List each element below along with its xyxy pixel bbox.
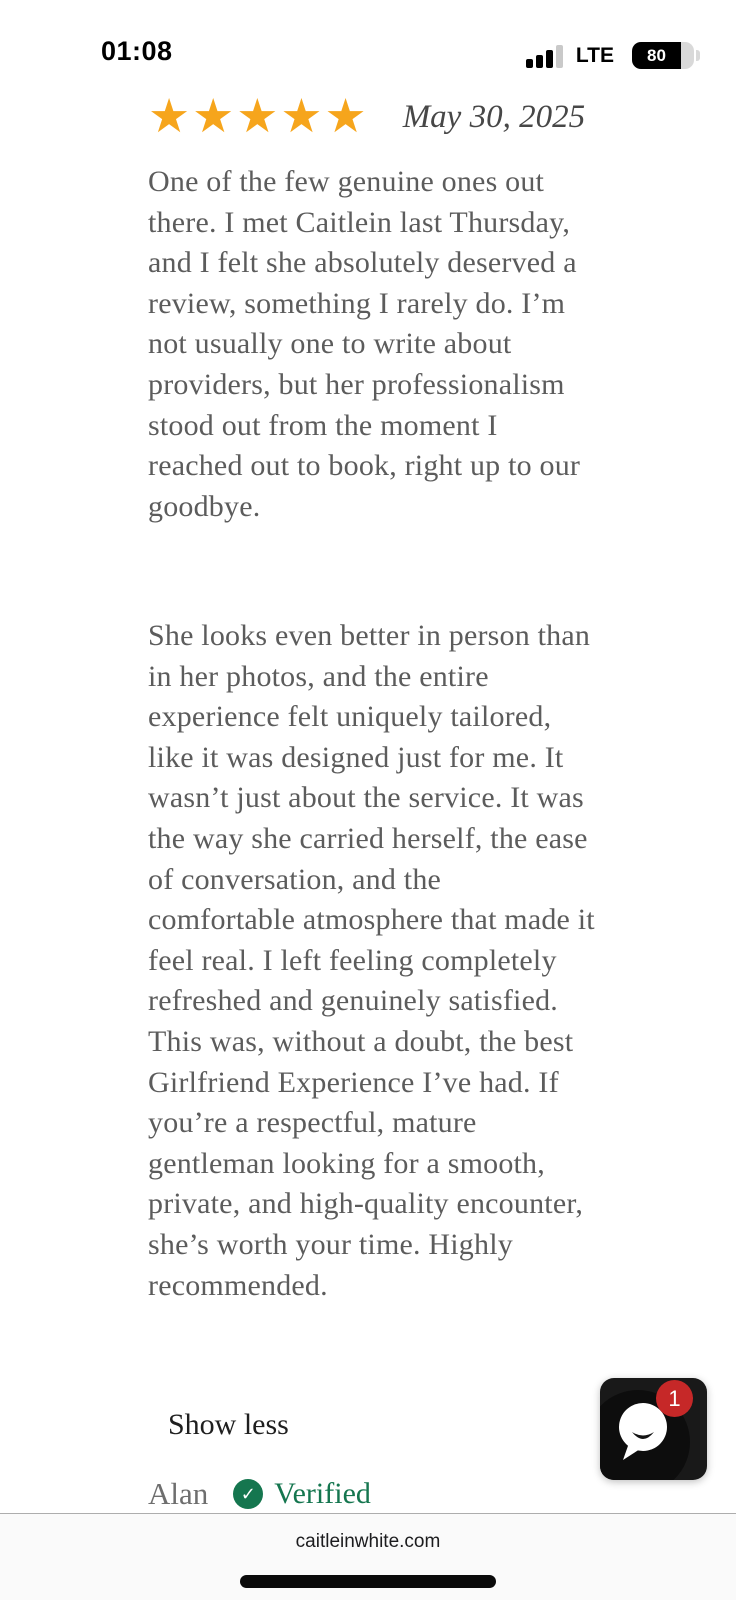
status-bar (0, 0, 736, 90)
battery-nub (696, 50, 700, 61)
reviewer-row (148, 1476, 371, 1512)
verified-badge (233, 1477, 371, 1511)
status-bar-right (523, 42, 700, 69)
star-rating-icon: ★★★★★ (148, 89, 369, 144)
review-paragraph-2: She looks even better in person than in her photos, and the entire experience felt uniquely tailored, like it was designed just for me. It wasn’t just about the service. It was the way she carried herself, the ease of conversation, and the comfortable atmosphere that made it feel real. I left feeling completely refreshed and genuinely satisfied. This was, without a doubt, the best Girlfriend Experience I’ve had. If you’re a respectful, mature gentleman looking for a smooth, private, and high-quality encounter, she’s worth your time. Highly recommended. (148, 619, 595, 1302)
verified-label: Verified (274, 1477, 371, 1510)
verified-check-icon: ✓ (233, 1479, 263, 1509)
chat-unread-badge: 1 (656, 1380, 693, 1417)
browser-bottom-bar (0, 1513, 736, 1600)
reviewer-name: Alan (148, 1476, 209, 1511)
home-indicator[interactable] (240, 1575, 496, 1588)
battery-icon (632, 42, 694, 69)
review-header (148, 89, 598, 144)
review-date: May 30, 2025 (402, 98, 586, 135)
network-type-label: LTE (575, 43, 614, 67)
review-paragraph-1: One of the few genuine ones out there. I met Caitlein last Thursday, and I felt she absolutely deserved a review, something I rarely do. I’m not usually one to write about providers, but her professionalism stood out from the moment I reached out to book, right up to our goodbye. (148, 165, 581, 523)
show-less-link[interactable]: Show less (168, 1408, 289, 1441)
chat-launcher-button[interactable] (600, 1378, 707, 1480)
clock-time: 01:08 (101, 36, 173, 66)
cellular-signal-icon (523, 44, 563, 68)
address-bar[interactable]: caitleinwhite.com (295, 1531, 441, 1552)
battery-percent-label: 80 (647, 45, 666, 65)
